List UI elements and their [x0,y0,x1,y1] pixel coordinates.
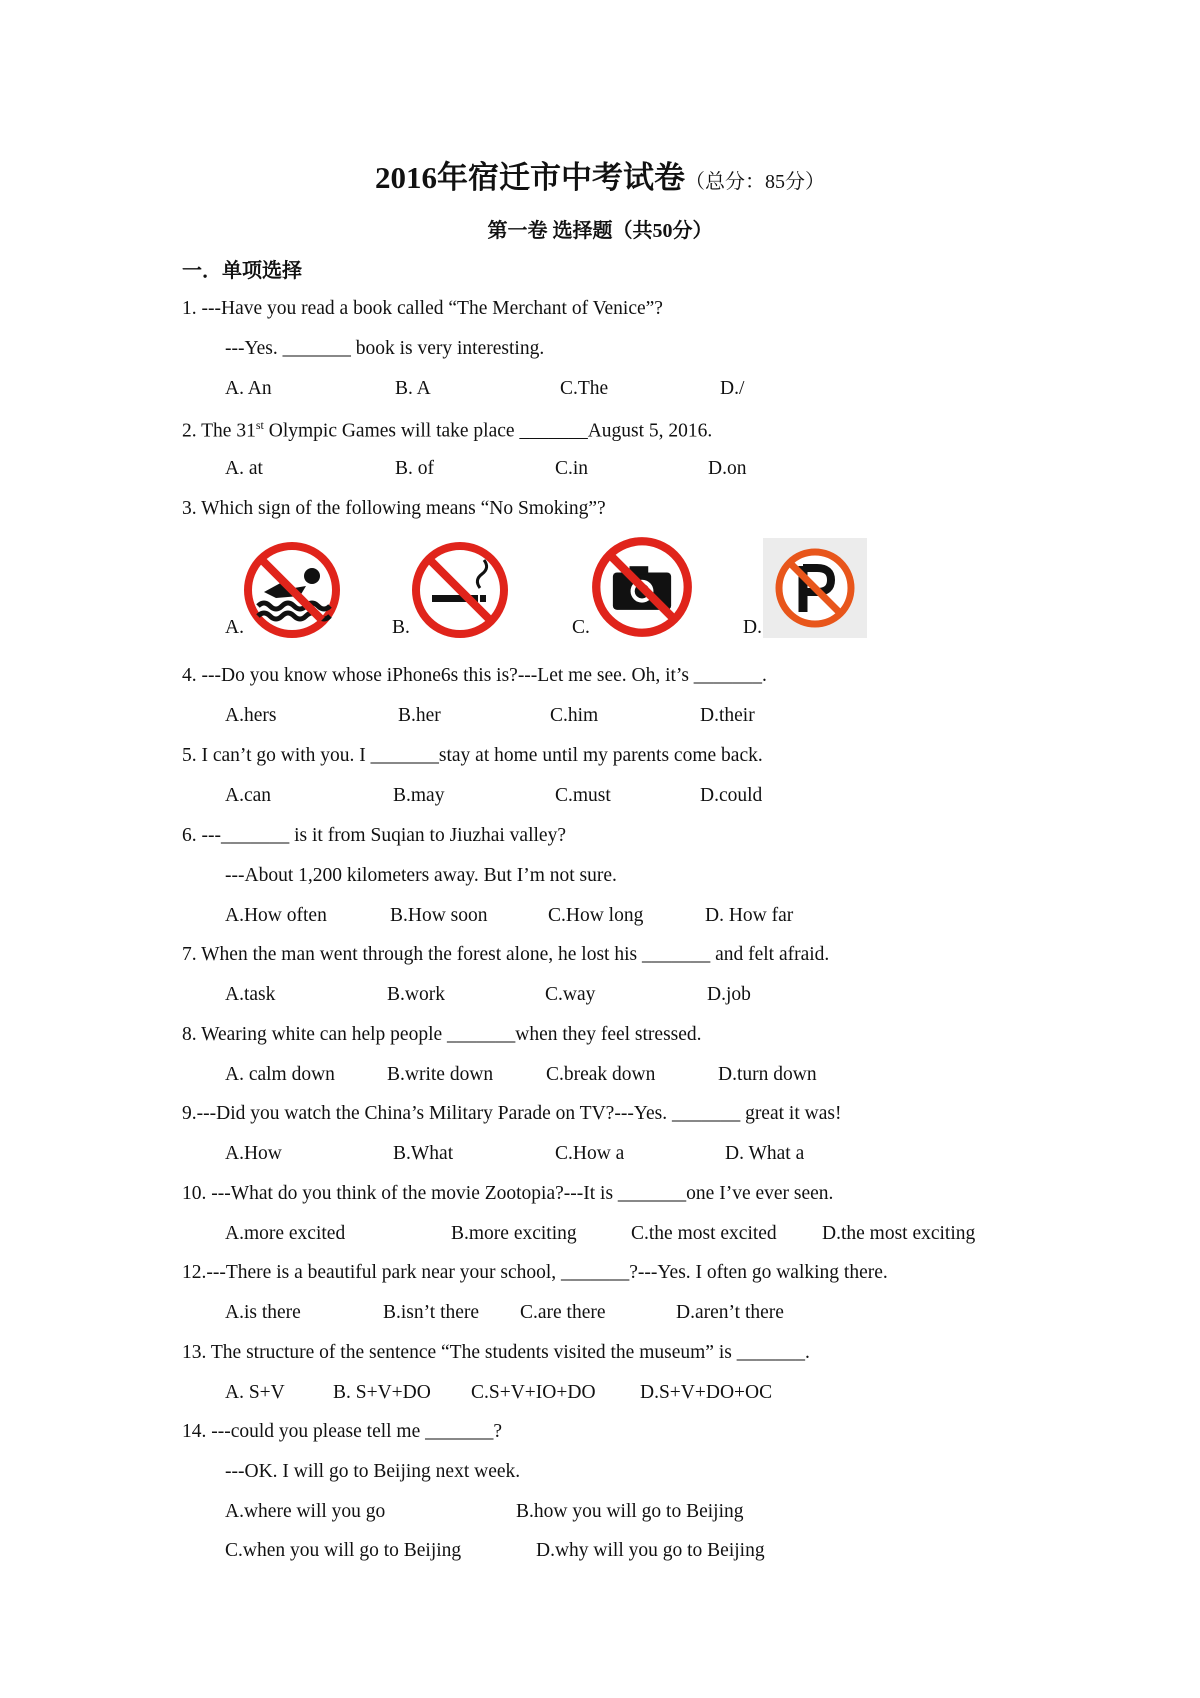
question-14-stem: 14. ---could you please tell me _______? [182,1421,503,1442]
question-2-stem [182,419,712,441]
question-12-option-c[interactable]: C.are there [520,1302,606,1323]
no-parking-sign-icon[interactable] [763,538,867,638]
question-3-label-c[interactable]: C. [572,617,590,638]
question-3-label-b[interactable]: B. [392,617,410,638]
question-14-option-a[interactable]: A.where will you go [225,1501,386,1522]
question-14-stem-reply: ---OK. I will go to Beijing next week. [225,1461,521,1482]
question-10-option-b[interactable]: B.more exciting [451,1223,577,1244]
question-2-option-a[interactable]: A. at [225,458,263,479]
no-swimming-sign-icon[interactable] [242,540,342,640]
question-2-option-b[interactable]: B. of [395,458,434,479]
question-6-option-b[interactable]: B.How soon [390,905,488,926]
section-heading: 一．单项选择 [182,260,302,282]
question-10-stem: 10. ---What do you think of the movie Zootopia?---It is _______one I’ve ever seen. [182,1183,834,1204]
question-1-option-c[interactable]: C.The [560,378,609,399]
question-8-stem: 8. Wearing white can help people _______when they feel stressed. [182,1024,702,1045]
question-9-option-d[interactable]: D. What a [725,1143,805,1164]
question-5-option-b[interactable]: B.may [393,785,445,806]
question-5-option-c[interactable]: C.must [555,785,611,806]
no-camera-sign-icon[interactable] [590,535,694,639]
question-6-option-d[interactable]: D. How far [705,905,794,926]
question-1-option-d[interactable]: D./ [720,378,745,399]
question-8-option-d[interactable]: D.turn down [718,1064,817,1085]
question-7-option-d[interactable]: D.job [707,984,751,1005]
question-1-stem: 1. ---Have you read a book called “The Merchant of Venice”? [182,298,663,319]
question-12-option-b[interactable]: B.isn’t there [383,1302,480,1323]
question-7-option-c[interactable]: C.way [545,984,596,1005]
question-8-option-a[interactable]: A. calm down [225,1064,335,1085]
question-3-label-d[interactable]: D. [743,617,762,638]
question-6-option-c[interactable]: C.How long [548,905,644,926]
question-5-option-d[interactable]: D.could [700,785,763,806]
question-2-option-d[interactable]: D.on [708,458,747,479]
question-12-stem: 12.---There is a beautiful park near your school, _______?---Yes. I often go walking there. [182,1262,888,1283]
question-13-stem: 13. The structure of the sentence “The students visited the museum” is _______. [182,1342,810,1363]
question-2-stem-end: Olympic Games will take place _______August 5, 2016. [263,420,713,442]
question-6-option-a[interactable]: A.How often [225,905,327,926]
question-4-option-d[interactable]: D.their [700,705,755,726]
question-4-stem: 4. ---Do you know whose iPhone6s this is?---Let me see. Oh, it’s _______. [182,665,767,686]
question-10-option-d[interactable]: D.the most exciting [822,1223,976,1244]
question-9-option-c[interactable]: C.How a [555,1143,625,1164]
question-2-option-c[interactable]: C.in [555,458,589,479]
question-5-option-a[interactable]: A.can [225,785,272,806]
question-14-option-d[interactable]: D.why will you go to Beijing [536,1540,765,1561]
question-6-stem: 6. ---_______ is it from Suqian to Jiuzhai valley? [182,825,566,846]
question-2-stem-start: 2. The 31 [182,420,256,442]
question-4-option-c[interactable]: C.him [550,705,599,726]
question-9-option-a[interactable]: A.How [225,1143,282,1164]
question-7-option-b[interactable]: B.work [387,984,445,1005]
question-14-option-c[interactable]: C.when you will go to Beijing [225,1540,462,1561]
question-13-option-b[interactable]: B. S+V+DO [333,1382,431,1403]
question-12-option-a[interactable]: A.is there [225,1302,301,1323]
question-8-option-b[interactable]: B.write down [387,1064,494,1085]
question-1-option-a[interactable]: A. An [225,378,272,399]
question-10-option-a[interactable]: A.more excited [225,1223,346,1244]
question-7-option-a[interactable]: A.task [225,984,276,1005]
question-3-stem: 3. Which sign of the following means “No Smoking”? [182,498,606,519]
question-2-superscript: st [255,418,264,432]
question-10-option-c[interactable]: C.the most excited [631,1223,777,1244]
question-9-stem: 9.---Did you watch the China’s Military Parade on TV?---Yes. _______ great it was! [182,1103,842,1124]
no-smoking-sign-icon[interactable] [410,540,510,640]
question-13-option-a[interactable]: A. S+V [225,1382,285,1403]
question-6-stem-reply: ---About 1,200 kilometers away. But I’m not sure. [225,865,617,886]
question-1-option-b[interactable]: B. A [395,378,431,399]
question-3-label-a[interactable]: A. [225,617,244,638]
title-note: （总分：85分） [685,171,825,193]
question-13-option-d[interactable]: D.S+V+DO+OC [640,1382,773,1403]
question-7-stem: 7. When the man went through the forest alone, he lost his _______ and felt afraid. [182,944,830,965]
exam-title [0,152,1200,197]
question-4-option-a[interactable]: A.hers [225,705,277,726]
question-1-stem-reply: ---Yes. _______ book is very interesting. [225,338,545,359]
question-9-option-b[interactable]: B.What [393,1143,454,1164]
part-heading: 第一卷 选择题（共50分） [487,220,713,242]
question-13-option-c[interactable]: C.S+V+IO+DO [471,1382,596,1403]
question-4-option-b[interactable]: B.her [398,705,441,726]
question-12-option-d[interactable]: D.aren’t there [676,1302,784,1323]
question-5-stem: 5. I can’t go with you. I _______stay at home until my parents come back. [182,745,763,766]
question-8-option-c[interactable]: C.break down [546,1064,656,1085]
question-14-option-b[interactable]: B.how you will go to Beijing [516,1501,744,1522]
title-main: 2016年宿迁市中考试卷 [375,160,685,195]
